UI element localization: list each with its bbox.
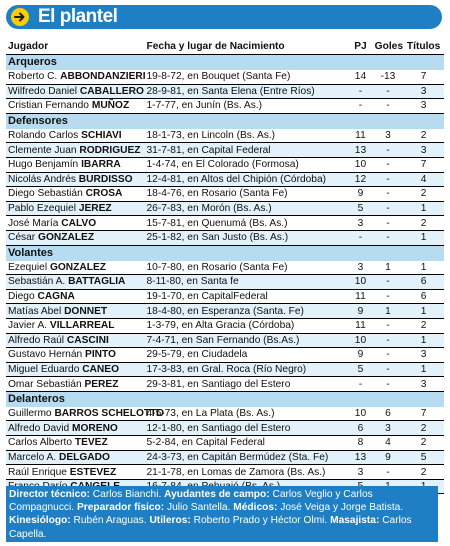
player-first-name: Alfredo David bbox=[8, 422, 70, 434]
player-birth: 1-7-77, en Junín (Bs. As.) bbox=[145, 99, 349, 114]
staff-role-value: Carlos Veglio y Carlos Compagnucci. bbox=[9, 489, 373, 514]
player-birth: 12-1-80, en Santiago del Estero bbox=[145, 421, 349, 436]
player-titles: 1 bbox=[403, 304, 444, 319]
player-first-name: Ezequiel bbox=[8, 261, 48, 273]
table-row bbox=[6, 201, 444, 216]
player-name bbox=[6, 289, 145, 304]
player-first-name: Matías Abel bbox=[8, 305, 62, 317]
column-header-goles: Goles bbox=[373, 38, 404, 55]
player-goals: 6 bbox=[373, 407, 404, 421]
player-first-name: Omar Sebastián bbox=[8, 378, 82, 390]
player-name bbox=[6, 421, 145, 436]
player-birth: 26-7-83, en Morón (Bs. As.) bbox=[145, 201, 349, 216]
table-header-row bbox=[6, 38, 444, 55]
table-row bbox=[6, 421, 444, 436]
player-titles: 3 bbox=[403, 99, 444, 114]
player-titles: 2 bbox=[403, 421, 444, 436]
player-name bbox=[6, 187, 145, 202]
player-pj: 6 bbox=[348, 421, 372, 436]
section-header-row bbox=[6, 391, 444, 407]
staff-role-label: Médicos: bbox=[233, 502, 278, 514]
player-goals: -13 bbox=[373, 70, 404, 84]
player-last-name: SCHIAVI bbox=[81, 130, 122, 142]
player-pj: 9 bbox=[348, 348, 372, 363]
player-first-name: Sebastián A. bbox=[8, 276, 66, 288]
player-titles: 7 bbox=[403, 407, 444, 421]
staff-role-value: Julio Santella. bbox=[167, 502, 231, 514]
player-name bbox=[6, 84, 145, 99]
player-titles: 3 bbox=[403, 143, 444, 158]
player-name bbox=[6, 333, 145, 348]
column-header-titulos: Títulos bbox=[403, 38, 444, 55]
player-name bbox=[6, 304, 145, 319]
player-name bbox=[6, 362, 145, 377]
table-row bbox=[6, 84, 444, 99]
player-last-name: ABBONDANZIERI bbox=[60, 71, 146, 83]
player-pj: 8 bbox=[348, 436, 372, 451]
player-goals: - bbox=[373, 143, 404, 158]
player-titles: 3 bbox=[403, 348, 444, 363]
player-first-name: José María bbox=[8, 217, 59, 229]
player-name bbox=[6, 216, 145, 231]
player-name bbox=[6, 99, 145, 114]
player-pj: 12 bbox=[348, 172, 372, 187]
player-first-name: Cristian Fernando bbox=[8, 100, 89, 112]
player-first-name: Alfredo Raúl bbox=[8, 334, 65, 346]
player-goals: - bbox=[373, 157, 404, 172]
player-name bbox=[6, 70, 145, 84]
player-titles: 4 bbox=[403, 172, 444, 187]
staff-role-value: Carlos Bianchi. bbox=[92, 489, 162, 500]
player-first-name: Wilfredo Daniel bbox=[8, 85, 78, 97]
player-goals: - bbox=[373, 362, 404, 377]
player-goals: - bbox=[373, 216, 404, 231]
table-row bbox=[6, 407, 444, 421]
player-goals: - bbox=[373, 275, 404, 290]
player-name bbox=[6, 450, 145, 465]
player-pj: 3 bbox=[348, 261, 372, 275]
player-name bbox=[6, 407, 165, 421]
player-birth: 24-3-73, en Capitán Bermúdez (Sta. Fe) bbox=[145, 450, 349, 465]
table-row bbox=[6, 362, 444, 377]
player-birth: 1-4-74, en El Colorado (Formosa) bbox=[145, 157, 349, 172]
player-goals: - bbox=[373, 201, 404, 216]
player-last-name: IBARRA bbox=[81, 159, 121, 171]
player-first-name: Rolando Carlos bbox=[8, 130, 79, 142]
player-last-name: BARROS SCHELOTTO bbox=[54, 408, 165, 420]
column-header-jugador: Jugador bbox=[6, 38, 145, 55]
player-titles: 1 bbox=[403, 261, 444, 275]
table-row bbox=[6, 129, 444, 143]
player-birth: 28-9-81, en Santa Elena (Entre Ríos) bbox=[145, 84, 349, 99]
player-titles: 3 bbox=[403, 377, 444, 392]
player-first-name: Gustavo Hernán bbox=[8, 349, 83, 361]
player-last-name: PINTO bbox=[85, 349, 116, 361]
player-pj: - bbox=[348, 377, 372, 392]
player-titles: 1 bbox=[403, 362, 444, 377]
staff-box bbox=[6, 486, 438, 542]
player-titles: 1 bbox=[403, 201, 444, 216]
player-last-name: CANEO bbox=[82, 363, 119, 375]
section-title: Defensores bbox=[6, 113, 444, 129]
player-name bbox=[6, 318, 145, 333]
table-row bbox=[6, 333, 444, 348]
table-row bbox=[6, 157, 444, 172]
table-row bbox=[6, 436, 444, 451]
section-header-row bbox=[6, 55, 444, 71]
player-first-name: Carlos Alberto bbox=[8, 437, 72, 449]
player-birth: 8-11-80, en Santa fe bbox=[145, 275, 349, 290]
player-last-name: BATTAGLIA bbox=[68, 276, 126, 288]
player-goals: - bbox=[373, 172, 404, 187]
player-last-name: GONZALEZ bbox=[49, 261, 106, 273]
staff-role-label: Utileros: bbox=[149, 515, 191, 527]
player-titles: 7 bbox=[403, 157, 444, 172]
staff-role-value: José Veiga y Jorge Batista. bbox=[280, 502, 404, 514]
player-pj: 10 bbox=[348, 407, 372, 421]
player-birth: 31-7-81, en Capital Federal bbox=[145, 143, 349, 158]
player-titles: 5 bbox=[403, 450, 444, 465]
staff-role-label: Director técnico: bbox=[9, 489, 90, 500]
player-goals: - bbox=[373, 318, 404, 333]
staff-role-label: Preparador físico: bbox=[76, 502, 165, 514]
page-title: El plantel bbox=[38, 6, 118, 27]
player-birth: 1-3-79, en Alta Gracia (Córdoba) bbox=[145, 318, 349, 333]
player-first-name: Guillermo bbox=[8, 408, 52, 420]
player-birth: 15-7-81, en Quenumá (Bs. As.) bbox=[145, 216, 349, 231]
player-last-name: CALVO bbox=[61, 217, 97, 229]
player-first-name: Marcelo A. bbox=[8, 451, 57, 463]
table-row bbox=[6, 230, 444, 245]
player-last-name: JEREZ bbox=[78, 203, 112, 215]
player-last-name: GONZALEZ bbox=[38, 232, 95, 244]
player-birth: 18-1-73, en Lincoln (Bs. As.) bbox=[145, 129, 349, 143]
player-name bbox=[6, 157, 145, 172]
player-birth: 21-1-78, en Lomas de Zamora (Bs. As.) bbox=[145, 465, 349, 480]
player-birth: 18-4-76, en Rosario (Santa Fe) bbox=[145, 187, 349, 202]
player-birth: 4-5-73, en La Plata (Bs. As.) bbox=[145, 407, 349, 421]
player-name bbox=[6, 143, 145, 158]
player-titles: 1 bbox=[403, 333, 444, 348]
player-first-name: Clemente Juan bbox=[8, 144, 77, 156]
player-first-name: Miguel Eduardo bbox=[8, 363, 80, 375]
player-last-name: TEVEZ bbox=[74, 437, 108, 449]
table-row bbox=[6, 465, 444, 480]
player-birth: 17-3-83, en Gral. Roca (Río Negro) bbox=[145, 362, 349, 377]
player-name bbox=[6, 348, 145, 363]
player-goals: 1 bbox=[373, 304, 404, 319]
player-titles: 6 bbox=[403, 275, 444, 290]
player-last-name: RODRIGUEZ bbox=[79, 144, 141, 156]
player-pj: 10 bbox=[348, 333, 372, 348]
player-goals: 3 bbox=[373, 129, 404, 143]
player-birth: 7-4-71, en San Fernando (Bs.As.) bbox=[145, 333, 349, 348]
column-header-pj: PJ bbox=[348, 38, 372, 55]
table-row bbox=[6, 172, 444, 187]
roster-table bbox=[6, 38, 444, 494]
staff-role-label: Ayudantes de campo: bbox=[164, 489, 270, 500]
player-titles: 2 bbox=[403, 216, 444, 231]
player-goals: - bbox=[373, 348, 404, 363]
table-row bbox=[6, 70, 444, 84]
player-birth: 29-5-79, en Ciudadela bbox=[145, 348, 349, 363]
player-last-name: MORENO bbox=[72, 422, 118, 434]
player-pj: 13 bbox=[348, 143, 372, 158]
player-first-name: Hugo Benjamín bbox=[8, 159, 79, 171]
player-name bbox=[6, 261, 145, 275]
player-pj: 11 bbox=[348, 129, 372, 143]
player-pj: 13 bbox=[348, 450, 372, 465]
player-last-name: PEREZ bbox=[84, 378, 119, 390]
roster-body bbox=[6, 55, 444, 494]
player-pj: 5 bbox=[348, 362, 372, 377]
section-title: Arqueros bbox=[6, 55, 444, 71]
player-pj: 10 bbox=[348, 275, 372, 290]
player-first-name: Diego bbox=[8, 291, 35, 303]
arrow-right-icon bbox=[11, 8, 29, 26]
player-goals: - bbox=[373, 289, 404, 304]
player-titles: 2 bbox=[403, 187, 444, 202]
player-last-name: MUÑOZ bbox=[91, 100, 130, 112]
player-pj: - bbox=[348, 230, 372, 245]
player-name bbox=[6, 275, 145, 290]
player-titles: 2 bbox=[403, 129, 444, 143]
player-last-name: DONNET bbox=[64, 305, 108, 317]
player-goals: - bbox=[373, 465, 404, 480]
table-row bbox=[6, 304, 444, 319]
staff-role-value: Rubén Araguas. bbox=[73, 515, 147, 527]
player-birth: 19-1-70, en CapitalFederal bbox=[145, 289, 349, 304]
table-row bbox=[6, 450, 444, 465]
player-name bbox=[6, 436, 145, 451]
table-row bbox=[6, 143, 444, 158]
section-title: Volantes bbox=[6, 245, 444, 261]
player-last-name: VILLARREAL bbox=[49, 320, 115, 332]
player-goals: - bbox=[373, 230, 404, 245]
player-first-name: Roberto C. bbox=[8, 71, 58, 83]
player-pj: 11 bbox=[348, 318, 372, 333]
player-pj: 9 bbox=[348, 187, 372, 202]
player-goals: 4 bbox=[373, 436, 404, 451]
player-first-name: Diego Sebastián bbox=[8, 188, 83, 200]
table-row bbox=[6, 261, 444, 275]
section-header-row bbox=[6, 113, 444, 129]
table-row bbox=[6, 99, 444, 114]
player-first-name: César bbox=[8, 232, 36, 244]
player-last-name: CASCINI bbox=[66, 334, 109, 346]
player-name bbox=[6, 377, 145, 392]
player-birth: 18-4-80, en Esperanza (Santa. Fe) bbox=[145, 304, 349, 319]
player-titles: 2 bbox=[403, 465, 444, 480]
section-header-row bbox=[6, 245, 444, 261]
player-name bbox=[6, 172, 145, 187]
player-name bbox=[6, 230, 145, 245]
player-goals: 9 bbox=[373, 450, 404, 465]
player-birth: 5-2-84, en Capital Federal bbox=[145, 436, 349, 451]
player-last-name: DELGADO bbox=[58, 451, 110, 463]
staff-role-value: Carlos Capella. bbox=[9, 515, 412, 540]
section-title: Delanteros bbox=[6, 391, 444, 407]
player-pj: 10 bbox=[348, 157, 372, 172]
staff-role-label: Kinesiólogo: bbox=[9, 515, 71, 527]
column-header-fecha: Fecha y lugar de Nacimiento bbox=[145, 38, 349, 55]
player-name bbox=[6, 465, 145, 480]
player-titles: 1 bbox=[403, 230, 444, 245]
player-pj: 9 bbox=[348, 304, 372, 319]
table-row bbox=[6, 348, 444, 363]
player-pj: - bbox=[348, 84, 372, 99]
player-goals: - bbox=[373, 333, 404, 348]
player-first-name: Nicolás Andrés bbox=[8, 173, 76, 185]
player-titles: 3 bbox=[403, 84, 444, 99]
player-titles: 2 bbox=[403, 318, 444, 333]
player-name bbox=[6, 201, 145, 216]
player-last-name: CABALLERO bbox=[79, 85, 144, 97]
staff-role-label: Masajista: bbox=[330, 515, 380, 527]
player-pj: 14 bbox=[348, 70, 372, 84]
player-titles: 2 bbox=[403, 436, 444, 451]
player-birth: 10-7-80, en Rosario (Santa Fe) bbox=[145, 261, 349, 275]
player-last-name: CAGNA bbox=[37, 291, 75, 303]
player-name bbox=[6, 129, 145, 143]
player-first-name: Javier A. bbox=[8, 320, 48, 332]
player-birth: 29-3-81, en Santiago del Estero bbox=[145, 377, 349, 392]
player-birth: 19-8-72, en Bouquet (Santa Fe) bbox=[145, 70, 349, 84]
table-row bbox=[6, 289, 444, 304]
table-row bbox=[6, 216, 444, 231]
player-goals: 3 bbox=[373, 421, 404, 436]
player-goals: - bbox=[373, 99, 404, 114]
table-row bbox=[6, 275, 444, 290]
player-last-name: BURDISSO bbox=[78, 173, 133, 185]
player-goals: - bbox=[373, 377, 404, 392]
table-row bbox=[6, 187, 444, 202]
player-birth: 12-4-81, en Altos del Chipión (Córdoba) bbox=[145, 172, 349, 187]
staff-role-value: Roberto Prado y Héctor Olmi. bbox=[193, 515, 328, 527]
player-last-name: CROSA bbox=[85, 188, 123, 200]
player-pj: 3 bbox=[348, 216, 372, 231]
player-first-name: Pablo Ezequiel bbox=[8, 203, 76, 215]
player-titles: 7 bbox=[403, 70, 444, 84]
player-goals: - bbox=[373, 187, 404, 202]
player-birth: 25-1-82, en San Justo (Bs. As.) bbox=[145, 230, 349, 245]
player-pj: 11 bbox=[348, 289, 372, 304]
player-pj: 5 bbox=[348, 201, 372, 216]
player-pj: 3 bbox=[348, 465, 372, 480]
player-first-name: Raúl Enrique bbox=[8, 466, 67, 478]
table-row bbox=[6, 318, 444, 333]
player-goals: 1 bbox=[373, 261, 404, 275]
header-bar bbox=[6, 5, 442, 29]
player-titles: 6 bbox=[403, 289, 444, 304]
table-row bbox=[6, 377, 444, 392]
player-goals: - bbox=[373, 84, 404, 99]
player-last-name: ESTEVEZ bbox=[69, 466, 117, 478]
player-pj: - bbox=[348, 99, 372, 114]
